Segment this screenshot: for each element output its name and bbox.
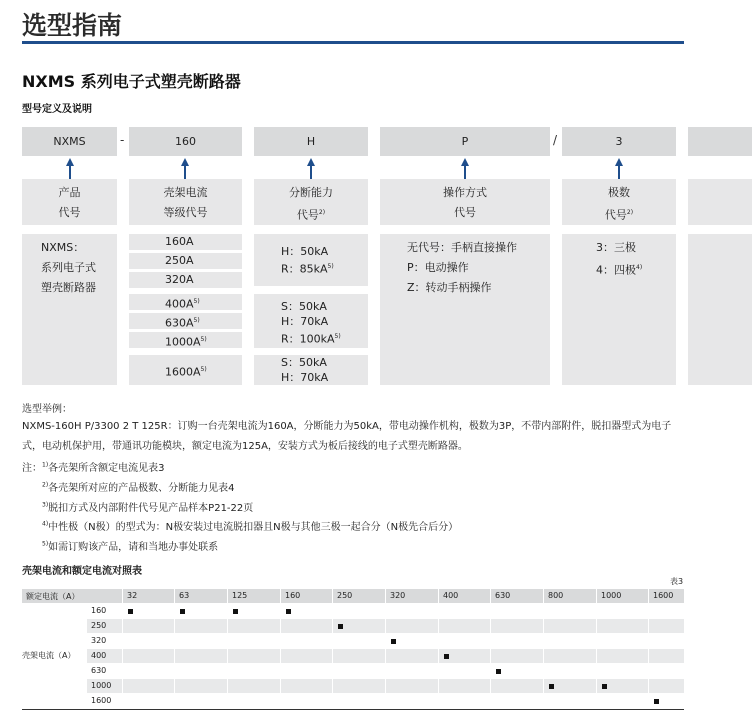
note-prefix: 注： <box>22 463 42 474</box>
table-row-label: 320 <box>91 636 107 645</box>
note-2 <box>42 479 235 494</box>
table-header-cell: 400 <box>443 591 459 600</box>
footnote-ref: 5) <box>193 298 200 305</box>
arrow-shaft <box>310 165 312 179</box>
frame-text: 1000A <box>165 335 201 349</box>
table-row-label: 400 <box>91 651 107 660</box>
breaking-item <box>281 259 368 277</box>
label-line: 分断能力 <box>289 186 333 199</box>
table-column-divider <box>596 589 597 709</box>
frame-text: 1600A <box>165 365 201 379</box>
footnote-ref: 5) <box>334 333 341 340</box>
table-header-cell: 32 <box>127 591 138 600</box>
label-line: 极数 <box>608 186 630 199</box>
operation-item: P：电动操作 <box>407 261 469 274</box>
detail-poles <box>562 234 676 385</box>
footnote-ref: 2) <box>42 481 49 489</box>
breaking-text: H：70kA <box>281 315 329 328</box>
subsection-title: 型号定义及说明 <box>22 104 92 115</box>
footnote-ref: 5) <box>327 263 334 270</box>
table-side-label: 壳架电流（A） <box>22 651 76 660</box>
arrow-shaft <box>618 165 620 179</box>
footnote-ref: 5) <box>200 336 207 343</box>
section-title: NXMS 系列电子式塑壳断路器 <box>22 72 241 91</box>
detail-product <box>22 234 117 385</box>
model-box-breaking: H <box>254 127 368 156</box>
poles-text: 4：四极 <box>596 263 636 277</box>
label-text: 代号 <box>604 208 627 222</box>
table-header-label: 额定电流（A） <box>26 592 80 601</box>
table-mark <box>128 609 133 614</box>
breaking-item: H：70kA <box>281 371 329 384</box>
detail-line: 塑壳断路器 <box>41 281 96 294</box>
frame-item: 250A <box>129 253 242 269</box>
table-row-label: 160 <box>91 606 107 615</box>
table-header-cell: 800 <box>548 591 564 600</box>
footnote-ref: 5) <box>193 317 200 324</box>
footnote-ref: 2) <box>626 209 634 216</box>
frame-item <box>129 294 242 310</box>
table-title: 壳架电流和额定电流对照表 <box>22 566 142 577</box>
breaking-item: S：50kA <box>281 356 327 369</box>
label-extra <box>688 179 752 225</box>
table-column-divider <box>438 589 439 709</box>
table-column-divider <box>227 589 228 709</box>
poles-text: 3：三极 <box>596 241 636 254</box>
label-line: 等级代号 <box>163 206 208 219</box>
frame-item: 160A <box>129 234 242 250</box>
label-frame-current <box>129 179 242 225</box>
example-text: NXMS-160H P/3300 2 T 125R：订购一台壳架电流为160A，分断能力为50kA，带电动操作机构，极数为3P，不带内部附件，脱扣器型式为电子式，电动机保护用，带通讯功能模块，额定电流为125A，安装方式为板后接线的电子式塑壳断路器。 <box>22 421 672 452</box>
table-column-divider <box>385 589 386 709</box>
model-box-series: NXMS <box>22 127 117 156</box>
note-3 <box>42 499 253 514</box>
label-operation-mode <box>380 179 550 225</box>
model-box-poles: 3 <box>562 127 676 156</box>
label-product-code <box>22 179 117 225</box>
note-1 <box>22 459 165 474</box>
model-box-extra <box>688 127 752 156</box>
frame-item <box>129 313 242 329</box>
label-text: 代号 <box>296 208 319 222</box>
detail-line: 系列电子式 <box>41 261 96 274</box>
note-text: 各壳架所含额定电流见表3 <box>48 463 165 474</box>
breaking-item <box>281 299 368 314</box>
table-column-divider <box>122 589 123 709</box>
footnote-ref: 2) <box>318 209 326 216</box>
note-text: 各壳架所对应的产品极数、分断能力见表4 <box>48 483 235 494</box>
label-line: 操作方式 <box>443 186 487 199</box>
frame-text: 630A <box>165 316 194 330</box>
breaking-item <box>281 329 368 347</box>
breaking-item <box>281 244 368 259</box>
breaking-text: S：50kA <box>281 300 327 313</box>
table-column-divider <box>490 589 491 709</box>
table-bottom-rule <box>22 709 684 710</box>
title-rule <box>22 41 684 44</box>
table-column-divider <box>174 589 175 709</box>
detail-line: NXMS： <box>41 241 85 254</box>
label-breaking-capacity <box>254 179 368 225</box>
arrow-shaft <box>464 165 466 179</box>
table-column-divider <box>332 589 333 709</box>
breaking-group-3 <box>254 355 368 385</box>
footnote-ref: 1) <box>42 461 49 469</box>
model-box-frame: 160 <box>129 127 242 156</box>
footnote-ref: 3) <box>42 501 49 509</box>
note-text: 脱扣方式及内部附件代号见产品样本P21-22页 <box>48 503 254 514</box>
note-5 <box>42 538 218 553</box>
table-row-label: 250 <box>91 621 107 630</box>
table-mark <box>496 669 501 674</box>
breaking-group-1 <box>254 234 368 286</box>
table-mark <box>391 639 396 644</box>
table-row-label: 1000 <box>91 681 112 690</box>
table-mark <box>338 624 343 629</box>
breaking-text: H：50kA <box>281 245 329 258</box>
example-heading: 选型举例： <box>22 404 72 415</box>
breaking-text: R：85kA <box>281 262 328 276</box>
label-line <box>254 203 368 226</box>
footnote-ref: 4) <box>42 520 49 528</box>
table-column-divider <box>648 589 649 709</box>
separator-dash: - <box>120 133 125 147</box>
table-mark <box>602 684 607 689</box>
note-text: 如需订购该产品，请和当地办事处联系 <box>48 542 219 553</box>
page-title: 选型指南 <box>22 11 123 40</box>
label-line: 代号 <box>58 206 81 219</box>
footnote-ref: 5) <box>42 540 49 548</box>
table-mark <box>444 654 449 659</box>
frame-item <box>129 332 242 348</box>
label-line: 产品 <box>58 186 81 199</box>
table-mark <box>286 609 291 614</box>
model-box-operation: P <box>380 127 550 156</box>
poles-item <box>596 238 676 258</box>
label-line: 壳架电流 <box>163 186 208 199</box>
breaking-text: R：100kA <box>281 332 335 346</box>
table-column-divider <box>543 589 544 709</box>
table-header-cell: 1000 <box>601 591 622 600</box>
operation-item: 无代号：手柄直接操作 <box>407 241 517 254</box>
table-mark <box>180 609 185 614</box>
arrow-shaft <box>184 165 186 179</box>
table-mark <box>654 699 659 704</box>
label-poles <box>562 179 676 225</box>
frame-item <box>129 355 242 385</box>
table-header-cell: 630 <box>495 591 511 600</box>
table-row-label: 630 <box>91 666 107 675</box>
separator-slash: / <box>553 133 558 147</box>
note-text: 中性极（N极）的型式为：N极安装过电流脱扣器且N极与其他三极一起合分（N极先合后分） <box>48 522 459 533</box>
label-line: 代号 <box>454 206 476 219</box>
operation-item: Z：转动手柄操作 <box>407 281 492 294</box>
note-4 <box>42 518 458 533</box>
table-row-label: 1600 <box>91 696 112 705</box>
table-header-cell: 250 <box>337 591 353 600</box>
table-header-cell: 1600 <box>653 591 674 600</box>
table-mark <box>549 684 554 689</box>
table-mark <box>233 609 238 614</box>
footnote-ref: 4) <box>636 264 643 271</box>
detail-operation <box>380 234 550 385</box>
table-header-cell: 63 <box>179 591 190 600</box>
frame-item: 320A <box>129 272 242 288</box>
table-column-divider <box>280 589 281 709</box>
detail-extra <box>688 234 752 385</box>
table-header-cell: 160 <box>285 591 301 600</box>
footnote-ref: 5) <box>200 366 207 373</box>
breaking-item <box>281 314 368 329</box>
frame-text: 400A <box>165 297 194 311</box>
arrow-shaft <box>69 165 71 179</box>
poles-item <box>596 258 676 281</box>
table-header-cell: 320 <box>390 591 406 600</box>
breaking-group-2 <box>254 294 368 348</box>
table-header-cell: 125 <box>232 591 248 600</box>
table-tag: 表3 <box>670 577 684 586</box>
label-line <box>562 203 676 226</box>
